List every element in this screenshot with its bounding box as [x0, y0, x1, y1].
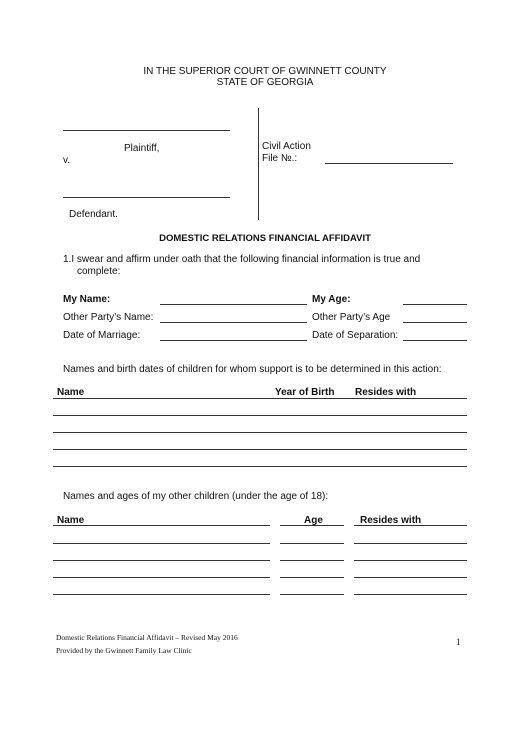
state-heading: STATE OF GEORGIA: [216, 77, 314, 88]
children-support-col-year: Year of Birth: [275, 387, 335, 398]
children-support-row[interactable]: [53, 432, 467, 433]
other-children-intro: Names and ages of my other children (under the age of 18):: [63, 491, 329, 502]
versus-label: v.: [63, 155, 71, 166]
file-no-label: File №.:: [262, 153, 298, 164]
civil-action-label: Civil Action: [262, 141, 311, 152]
other-children-age-field[interactable]: [280, 543, 344, 544]
other-children-resides-field[interactable]: [354, 543, 467, 544]
children-support-row[interactable]: [53, 415, 467, 416]
other-children-age-rule: [280, 525, 344, 526]
other-children-resides-field[interactable]: [354, 594, 467, 595]
footer-provider: Provided by the Gwinnett Family Law Clinic: [56, 646, 192, 655]
other-children-name-rule: [53, 525, 270, 526]
children-support-intro: Names and birth dates of children for whom support is to be determined in this action:: [63, 364, 442, 375]
other-children-resides-rule: [354, 525, 467, 526]
children-support-row[interactable]: [53, 449, 467, 450]
form-title: DOMESTIC RELATIONS FINANCIAL AFFIDAVIT: [159, 233, 371, 244]
other-children-name-field[interactable]: [53, 577, 270, 578]
footer-revision: Domestic Relations Financial Affidavit – Revised May 2016: [56, 633, 238, 642]
caption-divider: [258, 108, 259, 220]
other-age-label: Other Party’s Age: [312, 312, 391, 323]
other-children-col-age: Age: [304, 515, 323, 526]
other-age-field[interactable]: [403, 322, 467, 323]
my-name-field[interactable]: [160, 304, 307, 305]
other-children-resides-field[interactable]: [354, 560, 467, 561]
other-name-field[interactable]: [160, 322, 307, 323]
date-marriage-field[interactable]: [160, 340, 307, 341]
other-children-name-field[interactable]: [53, 543, 270, 544]
other-name-label: Other Party’s Name:: [63, 312, 154, 323]
children-support-row[interactable]: [53, 466, 467, 467]
plaintiff-line: [63, 130, 230, 131]
other-children-age-field[interactable]: [280, 560, 344, 561]
plaintiff-label: Plaintiff,: [124, 143, 160, 154]
date-marriage-label: Date of Marriage:: [63, 330, 141, 341]
other-children-col-name: Name: [57, 515, 85, 526]
court-heading: IN THE SUPERIOR COURT OF GWINNETT COUNTY: [143, 66, 387, 77]
children-support-col-name: Name: [57, 387, 85, 398]
my-name-label: My Name:: [63, 294, 111, 305]
date-separation-label: Date of Separation:: [312, 330, 399, 341]
other-children-age-field[interactable]: [280, 577, 344, 578]
my-age-label: My Age:: [312, 294, 351, 305]
other-children-name-field[interactable]: [53, 594, 270, 595]
other-children-name-field[interactable]: [53, 560, 270, 561]
other-children-resides-field[interactable]: [354, 577, 467, 578]
other-children-age-field[interactable]: [280, 594, 344, 595]
children-support-header-rule: [53, 398, 467, 399]
defendant-label: Defendant.: [69, 209, 118, 220]
page-number: 1: [456, 637, 461, 647]
date-separation-field[interactable]: [403, 340, 467, 341]
oath-line-1: 1.I swear and affirm under oath that the following financial information is true and: [63, 254, 421, 265]
oath-line-2: complete:: [77, 266, 121, 277]
file-no-field[interactable]: [325, 163, 453, 164]
other-children-col-resides: Resides with: [360, 515, 422, 526]
defendant-line: [63, 197, 230, 198]
children-support-col-resides: Resides with: [355, 387, 417, 398]
my-age-field[interactable]: [403, 304, 467, 305]
